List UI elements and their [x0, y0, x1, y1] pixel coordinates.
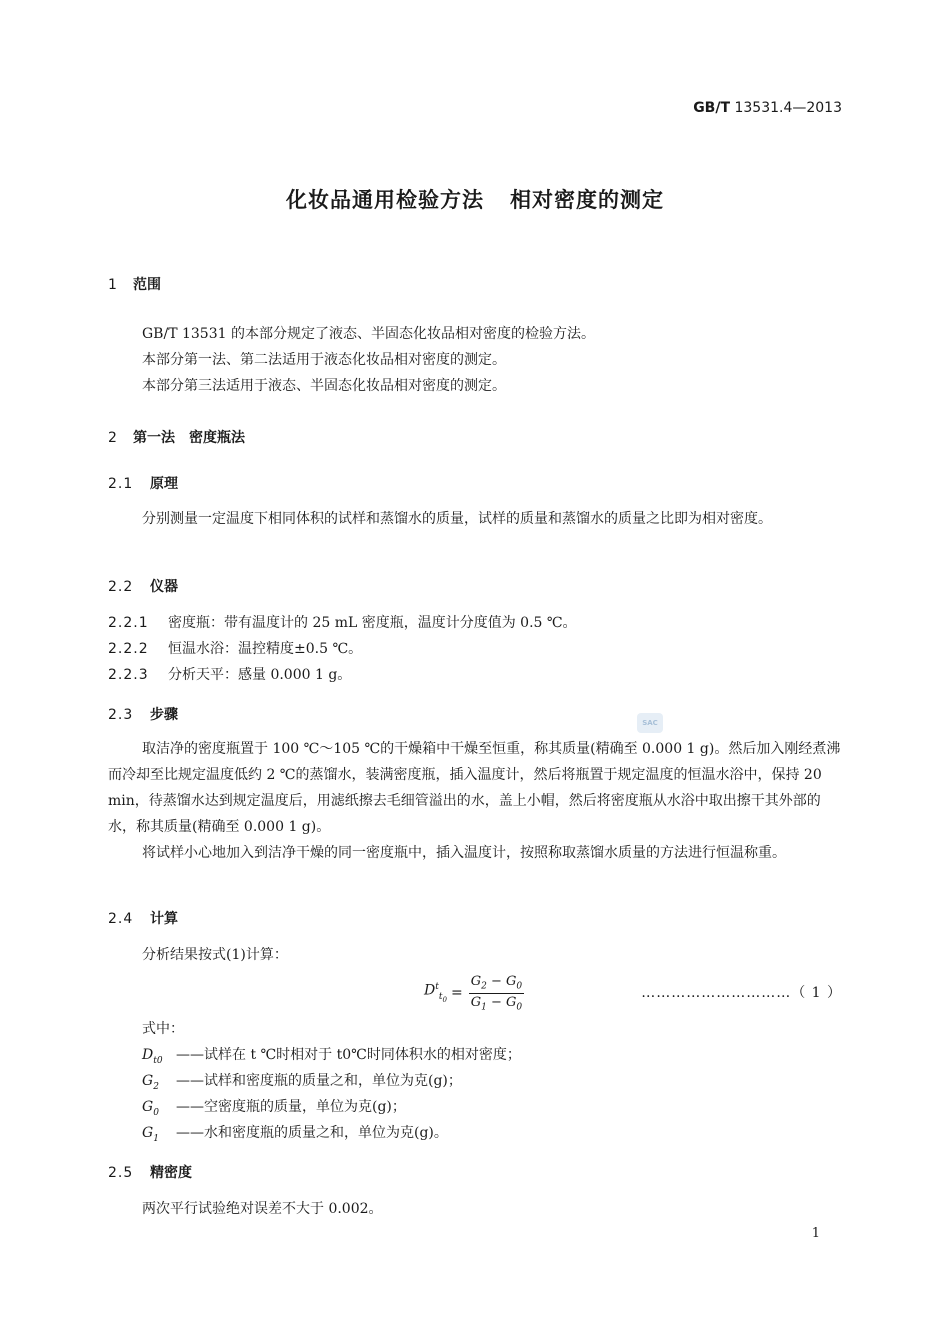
section-2-5-heading: [108, 1162, 192, 1182]
apparatus-item: [108, 664, 351, 684]
item-text: 分析天平：感量 0.000 1 g。: [168, 667, 352, 683]
section-number: 2.2: [108, 579, 134, 595]
section-title: 计算: [150, 911, 178, 927]
item-number: 2.2.2: [108, 641, 149, 657]
section-2-4-heading: [108, 908, 178, 928]
symbol-definition: [142, 1070, 462, 1092]
document-title: [0, 184, 950, 214]
item-text: 恒温水浴：温控精度±0.5 ℃。: [168, 641, 363, 657]
formula-lhs: $D^t_{t_0}$: [424, 982, 447, 1004]
item-number: 2.2.1: [108, 615, 149, 631]
section-1-heading: [108, 274, 161, 294]
symbol-description: ——试样和密度瓶的质量之和，单位为克(g)；: [176, 1073, 462, 1089]
precision-paragraph: 两次平行试验绝对误差不大于 0.002。: [142, 1201, 383, 1217]
title-part-2: 相对密度的测定: [510, 188, 664, 212]
apparatus-item: [108, 612, 577, 632]
scope-paragraph-1: GB/T 13531 的本部分规定了液态、半固态化妆品相对密度的检验方法。: [142, 326, 595, 342]
formula-1: [424, 974, 524, 1012]
section-number: 2.3: [108, 707, 134, 723]
section-2-2-heading: [108, 576, 178, 596]
section-title: 精密度: [150, 1165, 192, 1181]
procedure-paragraph-1: 取洁净的密度瓶置于 100 ℃～105 ℃的干燥箱中干燥至恒重，称其质量(精确至 0.000 1 g)。然后加入刚经煮沸而冷却至比规定温度低约 2 ℃的蒸馏水，装满密度瓶，插入温度计，然后将瓶置于规定温度的恒温水浴中，保持 20 min，待蒸馏水达到规定温度后，用滤纸擦去毛细管溢出的水，盖上小帽，然后将密度瓶从水浴中取出擦干其外部的水，称其质量(精确至 0.000 1 g)。: [108, 741, 841, 835]
page-number: 1: [811, 1226, 820, 1241]
section-2-heading: [108, 427, 245, 447]
scope-paragraph-2: 本部分第一法、第二法适用于液态化妆品相对密度的测定。: [142, 352, 506, 368]
fraction-numerator: $G_2 - G_0$: [470, 974, 523, 992]
where-label: 式中：: [142, 1021, 184, 1037]
symbol-definition: [142, 1044, 521, 1066]
sac-watermark: SAC: [637, 713, 663, 733]
section-title: 第一法 密度瓶法: [133, 430, 245, 446]
standard-prefix: GB/T: [693, 100, 731, 116]
procedure-paragraph-2: 将试样小心地加入到洁净干燥的同一密度瓶中，插入温度计，按照称取蒸馏水质量的方法进行恒温称重。: [142, 845, 786, 861]
section-2-3-heading: [108, 704, 178, 724]
section-number: 2: [108, 430, 118, 446]
standard-number: 13531.4—2013: [730, 100, 842, 116]
section-title: 原理: [150, 476, 178, 492]
section-2-1-heading: [108, 473, 178, 493]
symbol: $G_2$: [142, 1073, 159, 1092]
symbol-description: ——水和密度瓶的质量之和，单位为克(g)。: [176, 1125, 448, 1141]
title-part-1: 化妆品通用检验方法: [286, 188, 484, 212]
symbol-definition: [142, 1122, 448, 1144]
symbol: $D_{t0}$: [142, 1047, 163, 1066]
symbol-description: ——空密度瓶的质量，单位为克(g)；: [176, 1099, 406, 1115]
section-title: 仪器: [150, 579, 178, 595]
item-text: 密度瓶：带有温度计的 25 mL 密度瓶，温度计分度值为 0.5 ℃。: [168, 615, 577, 631]
symbol-description: ——试样在 t ℃时相对于 t0℃时同体积水的相对密度；: [176, 1047, 521, 1063]
principle-paragraph: 分别测量一定温度下相同体积的试样和蒸馏水的质量，试样的质量和蒸馏水的质量之比即为相对密度。: [142, 511, 772, 527]
section-number: 2.5: [108, 1165, 134, 1181]
fraction-denominator: $G_1 - G_0$: [470, 994, 523, 1013]
section-number: 2.4: [108, 911, 134, 927]
section-title: 范围: [133, 277, 161, 293]
formula-fraction: [469, 974, 524, 1012]
equation-number: …………………………（ 1 ）: [641, 985, 842, 1001]
apparatus-item: [108, 638, 362, 658]
symbol: $G_0$: [142, 1099, 159, 1118]
standard-code: [693, 100, 842, 116]
item-number: 2.2.3: [108, 667, 149, 683]
symbol: $G_1$: [142, 1125, 159, 1144]
symbol-definition: [142, 1096, 406, 1118]
section-number: 2.1: [108, 476, 134, 492]
section-number: 1: [108, 277, 118, 293]
calculation-intro: 分析结果按式(1)计算：: [142, 947, 288, 963]
equals-sign: =: [450, 985, 463, 1002]
scope-paragraph-3: 本部分第三法适用于液态、半固态化妆品相对密度的测定。: [142, 378, 506, 394]
section-title: 步骤: [150, 707, 178, 723]
